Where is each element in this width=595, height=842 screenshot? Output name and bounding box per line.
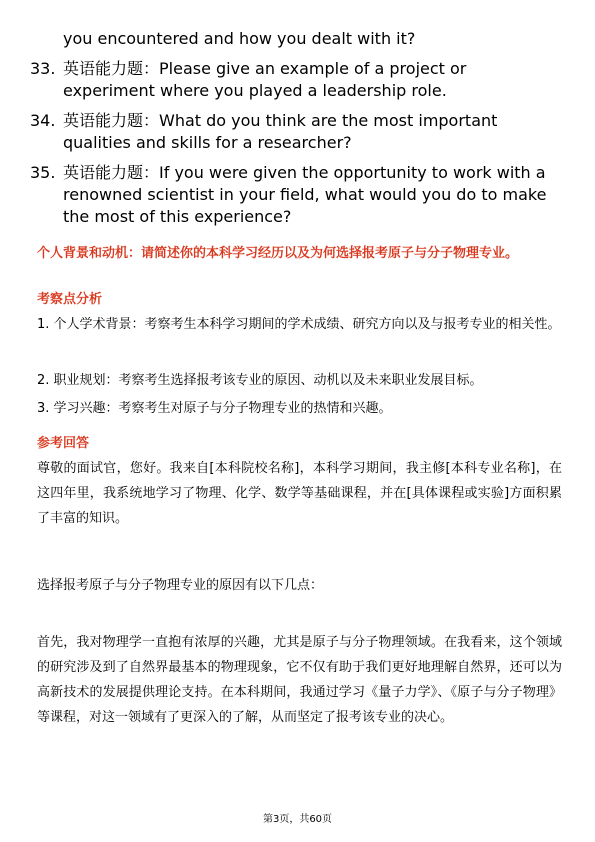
question-number-33: 33.: [30, 59, 56, 78]
question-text-33: 英语能力题：Please give an example of a project or experiment where you played a leadership role.: [63, 59, 467, 100]
analysis-item-3: 3. 学习兴趣：考察考生对原子与分子物理专业的热情和兴趣。: [37, 401, 392, 416]
answer-paragraph-2: 选择报考原子与分子物理专业的原因有以下几点：: [37, 578, 324, 593]
page-number-footer: 第3页，共60页: [262, 814, 333, 825]
answer-heading: 参考回答: [37, 436, 90, 451]
question-number-34: 34.: [30, 111, 56, 130]
analysis-heading: 考察点分析: [37, 292, 103, 307]
analysis-item-1: 1. 个人学术背景：考察考生本科学习期间的学术成绩、研究方向以及与报考专业的相关性。: [37, 317, 561, 332]
answer-paragraph-3: 首先，我对物理学一直抱有浓厚的兴趣，尤其是原子与分子物理领域。在我看来，这个领域的研究涉及到了自然界最基本的物理现象，它不仅有助于我们更好地理解自然界，还可以为高新技术的发展提供理论支持。在本科期间，我通过学习《量子力学》、《原子与分子物理》等课程，对这一领域有了更深入的了解，从而坚定了报考该专业的决心。: [37, 635, 562, 725]
question-text-35: 英语能力题：If you were given the opportunity to work with a renowned scientist in your field, what would you do to make the most of this experience?: [63, 163, 547, 226]
question-continuation: you encountered and how you dealt with it?: [63, 29, 416, 48]
answer-paragraph-1: 尊敬的面试官，您好。我来自[本科院校名称]，本科学习期间，我主修[本科专业名称]，在这四年里，我系统地学习了物理、化学、数学等基础课程，并在[具体课程或实验]方面积累了丰富的知识。: [37, 461, 562, 526]
question-number-35: 35.: [30, 163, 56, 182]
question-text-34: 英语能力题：What do you think are the most important qualities and skills for a researcher?: [63, 111, 498, 152]
section-title: 个人背景和动机：请简述你的本科学习经历以及为何选择报考原子与分子物理专业。: [37, 246, 519, 261]
analysis-item-2: 2. 职业规划：考察考生选择报考该专业的原因、动机以及未来职业发展目标。: [37, 373, 483, 388]
